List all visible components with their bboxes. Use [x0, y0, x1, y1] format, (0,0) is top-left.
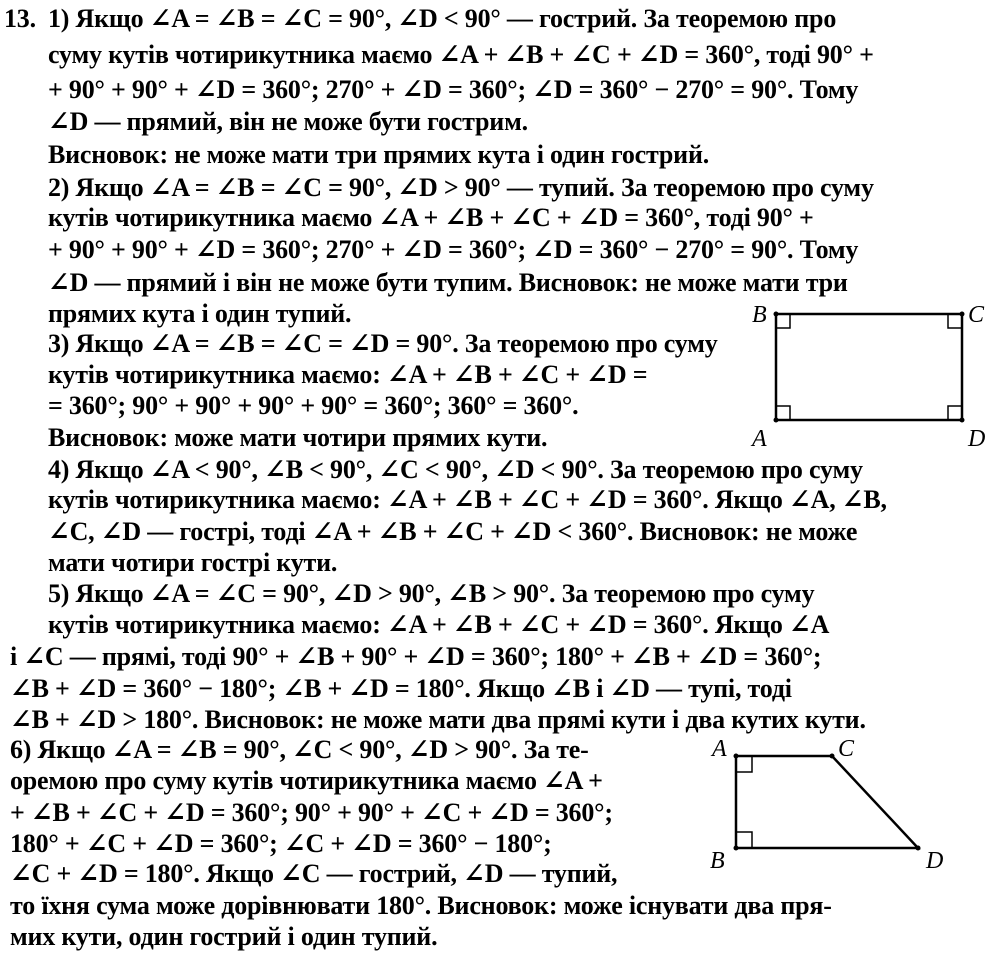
- text-line: кутів чотирикутника маємо: ∠A + ∠B + ∠C + ∠D = 360°. Якщо ∠A: [48, 610, 830, 639]
- text-line: 3) Якщо ∠A = ∠B = ∠C = ∠D = 90°. За теоремою про суму: [48, 329, 718, 358]
- text-line: і ∠C — прямі, тоді 90° + ∠B + 90° + ∠D = 360°; 180° + ∠B + ∠D = 360°;: [10, 642, 822, 671]
- vertex-label-c: C: [968, 302, 985, 328]
- trapezoid-figure: [700, 730, 960, 876]
- text-line: 2) Якщо ∠A = ∠B = ∠C = 90°, ∠D > 90° — тупий. За теоремою про суму: [48, 173, 874, 202]
- vertex-label-d: D: [926, 848, 944, 874]
- text-line: ∠B + ∠D > 180°. Висновок: не може мати два прямі кути і два кутих кути.: [10, 705, 866, 734]
- text-line: ∠B + ∠D = 360° − 180°; ∠B + ∠D = 180°. Якщо ∠B і ∠D — тупі, тоді: [10, 674, 792, 703]
- text-line: 5) Якщо ∠A = ∠C = 90°, ∠D > 90°, ∠B > 90°. За теоремою про суму: [48, 579, 815, 608]
- text-line: кутів чотирикутника маємо: ∠A + ∠B + ∠C + ∠D = 360°. Якщо ∠A, ∠B,: [48, 485, 887, 514]
- text-line: = 360°; 90° + 90° + 90° + 90° = 360°; 360° = 360°.: [48, 391, 579, 420]
- text-line: мати чотири гострі кути.: [48, 548, 338, 577]
- text-line: + 90° + 90° + ∠D = 360°; 270° + ∠D = 360°; ∠D = 360° − 270° = 90°. Тому: [48, 235, 859, 264]
- text-line: Висновок: не може мати три прямих кута і один гострий.: [48, 140, 710, 169]
- vertex-label-a: A: [712, 736, 727, 762]
- text-line: 180° + ∠C + ∠D = 360°; ∠C + ∠D = 360° − 180°;: [10, 829, 552, 858]
- text-line: оремою про суму кутів чотирикутника маємо ∠A +: [10, 766, 603, 795]
- text-line: ∠D — прямий і він не може бути тупим. Висновок: не може мати три: [48, 268, 848, 297]
- vertex-label-c: C: [838, 736, 855, 762]
- text-line: + 90° + 90° + ∠D = 360°; 270° + ∠D = 360°; ∠D = 360° − 270° = 90°. Тому: [48, 75, 859, 104]
- rectangle-figure: [740, 296, 994, 456]
- text-line: 4) Якщо ∠A < 90°, ∠B < 90°, ∠C < 90°, ∠D < 90°. За теоремою про суму: [48, 455, 863, 484]
- text-line: прямих кута і один тупий.: [48, 299, 352, 328]
- text-line: 6) Якщо ∠A = ∠B = 90°, ∠C < 90°, ∠D > 90°. За те-: [10, 735, 589, 764]
- text-line: ∠D — прямий, він не може бути гострим.: [48, 107, 528, 136]
- text-line: мих кути, один гострий і один тупий.: [10, 922, 438, 951]
- vertex-label-b: B: [752, 302, 767, 328]
- text-line: Висновок: може мати чотири прямих кути.: [48, 423, 548, 452]
- text-line: кутів чотирикутника маємо: ∠A + ∠B + ∠C + ∠D =: [48, 360, 648, 389]
- problem-number: 13.: [4, 4, 36, 33]
- vertex-label-b: B: [710, 848, 725, 874]
- text-line: то їхня сума може дорівнювати 180°. Висновок: може існувати два пря-: [10, 891, 832, 920]
- text-line: ∠C + ∠D = 180°. Якщо ∠C — гострий, ∠D — тупий,: [10, 859, 618, 888]
- text-line: кутів чотирикутника маємо ∠A + ∠B + ∠C + ∠D = 360°, тоді 90° +: [48, 203, 814, 232]
- text-line: 1) Якщо ∠A = ∠B = ∠C = 90°, ∠D < 90° — гострий. За теоремою про: [48, 4, 837, 33]
- vertex-label-d: D: [968, 426, 986, 452]
- text-line: + ∠B + ∠C + ∠D = 360°; 90° + 90° + ∠C + ∠D = 360°;: [10, 798, 613, 827]
- text-line: ∠C, ∠D — гострі, тоді ∠A + ∠B + ∠C + ∠D < 360°. Висновок: не може: [48, 517, 858, 546]
- text-line: суму кутів чотирикутника маємо ∠A + ∠B + ∠C + ∠D = 360°, тоді 90° +: [48, 40, 874, 69]
- vertex-label-a: A: [752, 426, 767, 452]
